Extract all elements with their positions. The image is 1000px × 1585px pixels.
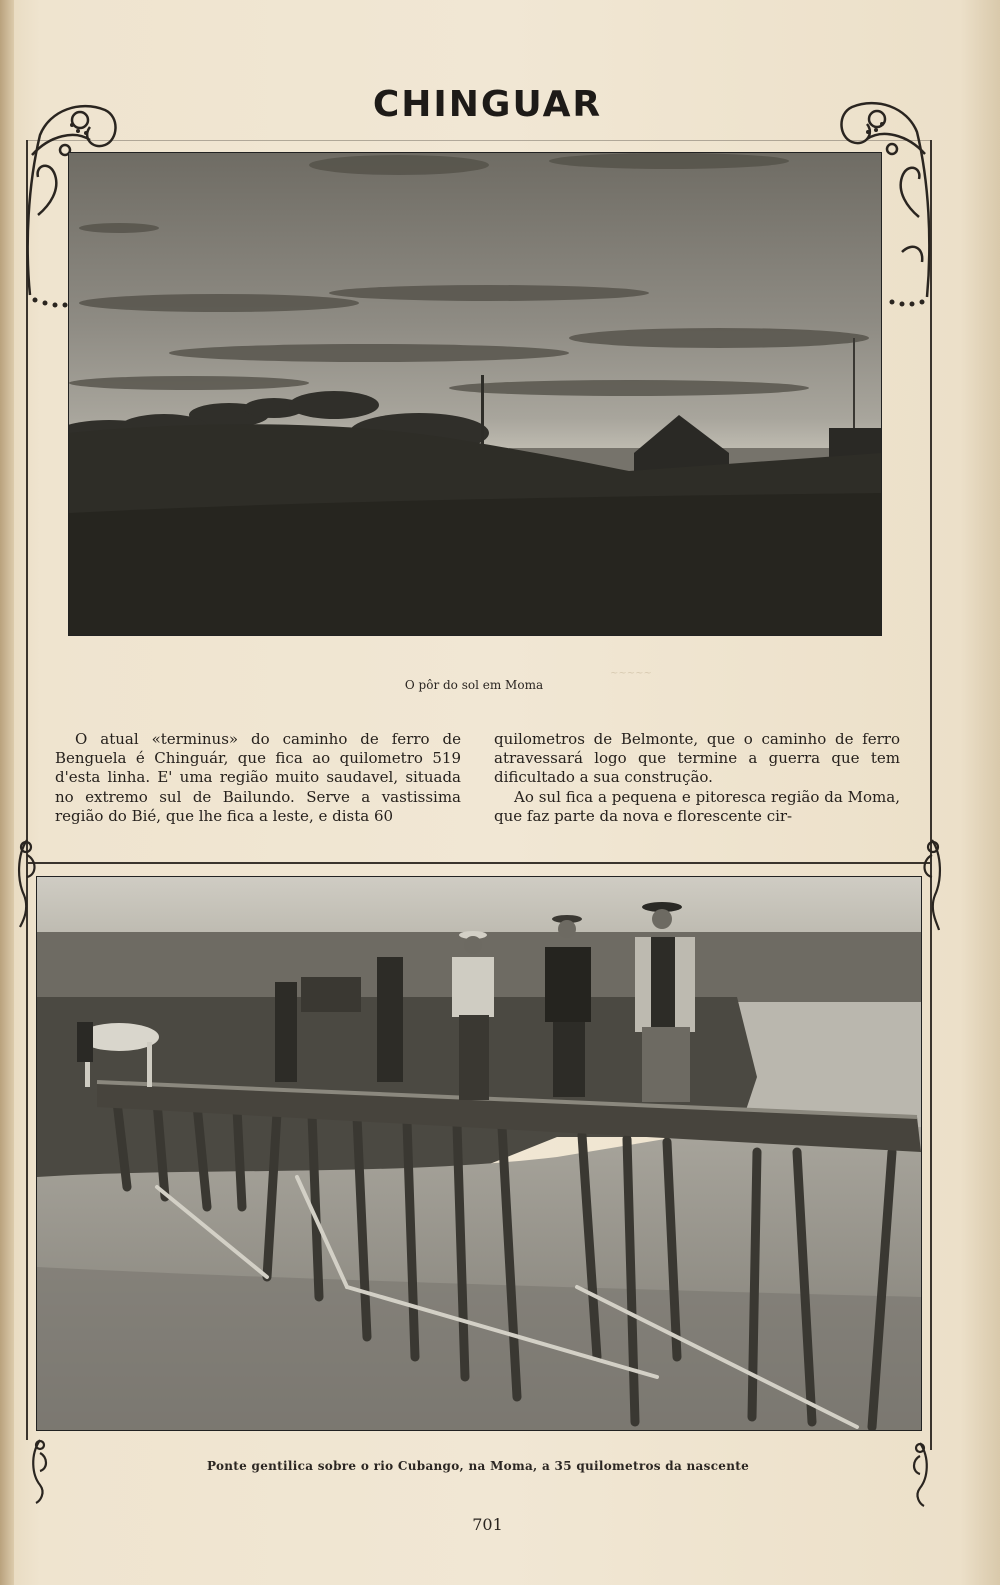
- page-number: 701: [472, 1515, 503, 1534]
- bleed-through-text: ~~~~~: [610, 668, 652, 679]
- article-paragraph: Ao sul fica a pequena e pitoresca região da Moma, que faz parte da nova e florescente cir-: [494, 787, 900, 825]
- frame-right-line: [930, 140, 932, 1450]
- caption-sunset: O pôr do sol em Moma: [404, 678, 544, 692]
- article-column-right: [494, 730, 900, 826]
- article-column-left: [55, 730, 461, 826]
- frame-left-line: [26, 140, 28, 1440]
- article-paragraph: O atual «terminus» do caminho de ferro de Benguela é Chinguár, que fica ao quilometro 519 d'esta linha. E' uma região muito saudavel, situada no extremo sul de Bailundo. Serve a vastissima região do Bié, que lhe fica a leste, e dista 60: [55, 730, 461, 825]
- binding-edge: [0, 0, 14, 1585]
- article-paragraph: quilometros de Belmonte, que o caminho de ferro atravessará logo que termine a guerra que tem dificultado a sua construção.: [494, 730, 900, 787]
- photo-sunset-moma: [68, 152, 882, 636]
- frame-divider-line: [26, 862, 932, 864]
- photo-bridge-cubango: [36, 876, 922, 1431]
- frame-top-line: [26, 140, 932, 141]
- page-title: CHINGUAR: [372, 84, 603, 125]
- ornament-bottom-right-icon: [902, 1438, 938, 1508]
- caption-bridge: Ponte gentilica sobre o rio Cubango, na Moma, a 35 quilometros da nascente: [206, 1459, 750, 1473]
